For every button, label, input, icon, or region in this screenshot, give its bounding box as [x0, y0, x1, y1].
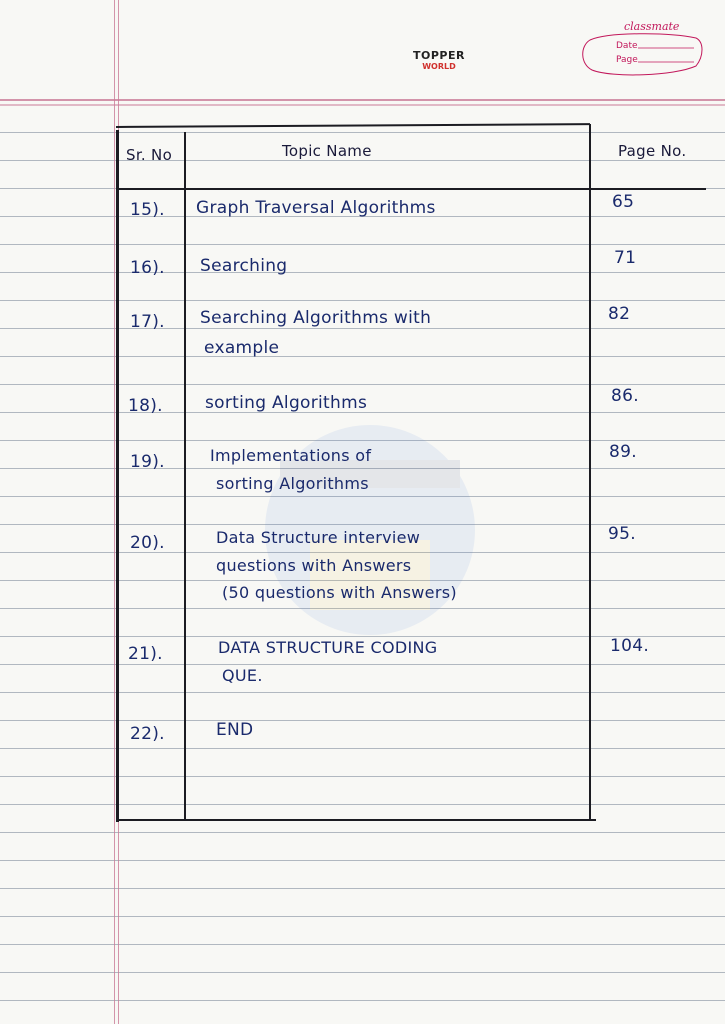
table-bottom-border: [116, 819, 596, 821]
left-margin-line: [114, 0, 115, 1024]
row-22-topic: END: [216, 720, 254, 740]
row-20-page: 95.: [608, 524, 636, 544]
ruled-line: [0, 832, 725, 833]
header-rule: [0, 99, 725, 101]
ruled-line: [0, 748, 725, 749]
table-col-divider-2: [589, 124, 591, 820]
table-header-underline: [116, 188, 706, 190]
ruled-line: [0, 860, 725, 861]
topper-world-logo: [403, 50, 475, 71]
row-17-topic-line-2: example: [204, 338, 280, 358]
header-rule-2: [0, 104, 725, 106]
row-15-sr: 15).: [130, 200, 165, 220]
row-16-sr: 16).: [130, 258, 165, 278]
table-left-border: [116, 130, 119, 822]
row-20-topic-line-2: questions with Answers: [216, 556, 412, 575]
header-page-no: Page No.: [618, 142, 687, 160]
ruled-line: [0, 944, 725, 945]
row-16-topic: Searching: [200, 256, 288, 276]
row-17-sr: 17).: [130, 312, 165, 332]
ruled-line: [0, 272, 725, 273]
row-17-page: 82: [608, 304, 631, 324]
ruled-line: [0, 776, 725, 777]
row-18-sr: 18).: [128, 396, 163, 416]
row-15-page: 65: [612, 192, 635, 212]
ruled-line: [0, 692, 725, 693]
row-20-sr: 20).: [130, 533, 165, 553]
header-topic-name: Topic Name: [282, 142, 372, 160]
classmate-brand: classmate: [624, 20, 680, 33]
ruled-line: [0, 1000, 725, 1001]
row-19-sr: 19).: [130, 452, 165, 472]
row-20-topic-line-3: (50 questions with Answers): [222, 583, 457, 602]
row-19-topic-line-2: sorting Algorithms: [216, 474, 369, 493]
ruled-line: [0, 972, 725, 973]
row-19-topic-line-1: Implementations of: [210, 446, 372, 465]
row-21-page: 104.: [610, 636, 650, 656]
row-19-page: 89.: [609, 442, 637, 462]
table-col-divider-1: [184, 132, 186, 820]
date-label: Date: [616, 41, 638, 51]
row-22-sr: 22).: [130, 724, 165, 744]
row-17-topic-line-1: Searching Algorithms with: [200, 308, 432, 328]
row-21-sr: 21).: [128, 644, 163, 664]
ruled-line: [0, 300, 725, 301]
classmate-stamp: [578, 20, 708, 86]
row-15-topic: Graph Traversal Algorithms: [196, 198, 436, 218]
row-18-page: 86.: [611, 386, 639, 406]
ruled-line: [0, 664, 725, 665]
ruled-line: [0, 244, 725, 245]
ruled-line: [0, 804, 725, 805]
table-top-border: [116, 123, 590, 128]
ruled-line: [0, 160, 725, 161]
ruled-line: [0, 328, 725, 329]
row-20-topic-line-1: Data Structure interview: [216, 528, 421, 547]
ruled-line: [0, 356, 725, 357]
logo-line-2: WORLD: [422, 62, 456, 71]
ruled-line: [0, 720, 725, 721]
ruled-line: [0, 916, 725, 917]
page-label: Page: [616, 55, 638, 65]
header-sr-no: Sr. No: [126, 146, 173, 164]
ruled-line: [0, 384, 725, 385]
logo-line-1: TOPPER: [413, 49, 465, 62]
ruled-line: [0, 888, 725, 889]
row-21-topic-line-1: DATA STRUCTURE CODING: [218, 638, 438, 657]
row-16-page: 71: [614, 248, 637, 268]
row-18-topic: sorting Algorithms: [205, 393, 368, 413]
row-21-topic-line-2: QUE.: [222, 666, 263, 685]
ruled-line: [0, 132, 725, 133]
